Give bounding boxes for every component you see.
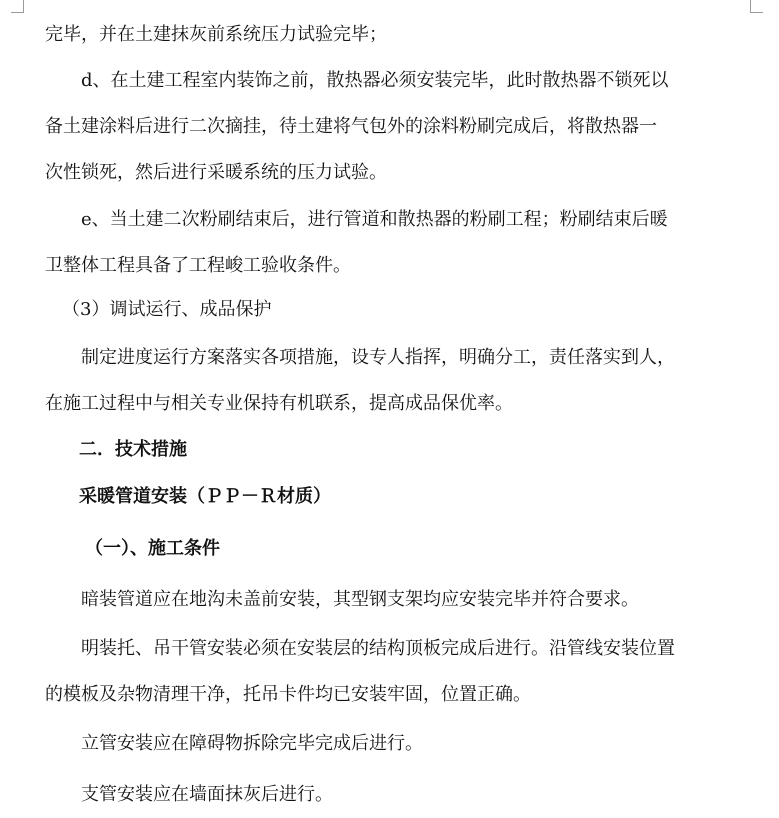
paragraph-line: 在施工过程中与相关专业保持有机联系，提高成品保优率。 <box>45 393 513 414</box>
subsection-heading: 采暖管道安装（ＰＰ－Ｒ材质） <box>79 486 331 507</box>
paragraph-line: 立管安装应在障碍物拆除完毕完成后进行。 <box>81 733 423 754</box>
paragraph-line: 备土建涂料后进行二次摘挂，待土建将气包外的涂料粉刷完成后，将散热器一 <box>45 116 657 137</box>
page-corner-mark-left <box>11 0 24 13</box>
page-corner-mark-right <box>750 0 763 13</box>
paragraph-line: d、在土建工程室内装饰之前，散热器必须安装完毕，此时散热器不锁死以 <box>81 70 669 91</box>
paragraph-line: 次性锁死，然后进行采暖系统的压力试验。 <box>45 162 387 183</box>
paragraph-line: e、当土建二次粉刷结束后，进行管道和散热器的粉刷工程；粉刷结束后暖 <box>81 209 668 230</box>
section-heading: （3）调试运行、成品保护 <box>62 299 272 320</box>
paragraph-line: 支管安装应在墙面抹灰后进行。 <box>81 784 333 805</box>
paragraph-line: 暗装管道应在地沟未盖前安装，其型钢支架均应安装完毕并符合要求。 <box>81 589 639 610</box>
paragraph-line: 完毕，并在土建抹灰前系统压力试验完毕； <box>45 24 387 45</box>
paragraph-line: 的模板及杂物清理干净，托吊卡件均已安装牢固，位置正确。 <box>45 684 531 705</box>
subsection-heading: （一）、施工条件 <box>85 538 220 559</box>
paragraph-line: 制定进度运行方案落实各项措施，设专人指挥，明确分工，责任落实到人， <box>81 347 675 368</box>
paragraph-line: 卫整体工程具备了工程峻工验收条件。 <box>45 255 351 276</box>
paragraph-line: 明装托、吊干管安装必须在安装层的结构顶板完成后进行。沿管线安装位置 <box>81 638 675 659</box>
chapter-heading: 二．技术措施 <box>79 439 187 460</box>
